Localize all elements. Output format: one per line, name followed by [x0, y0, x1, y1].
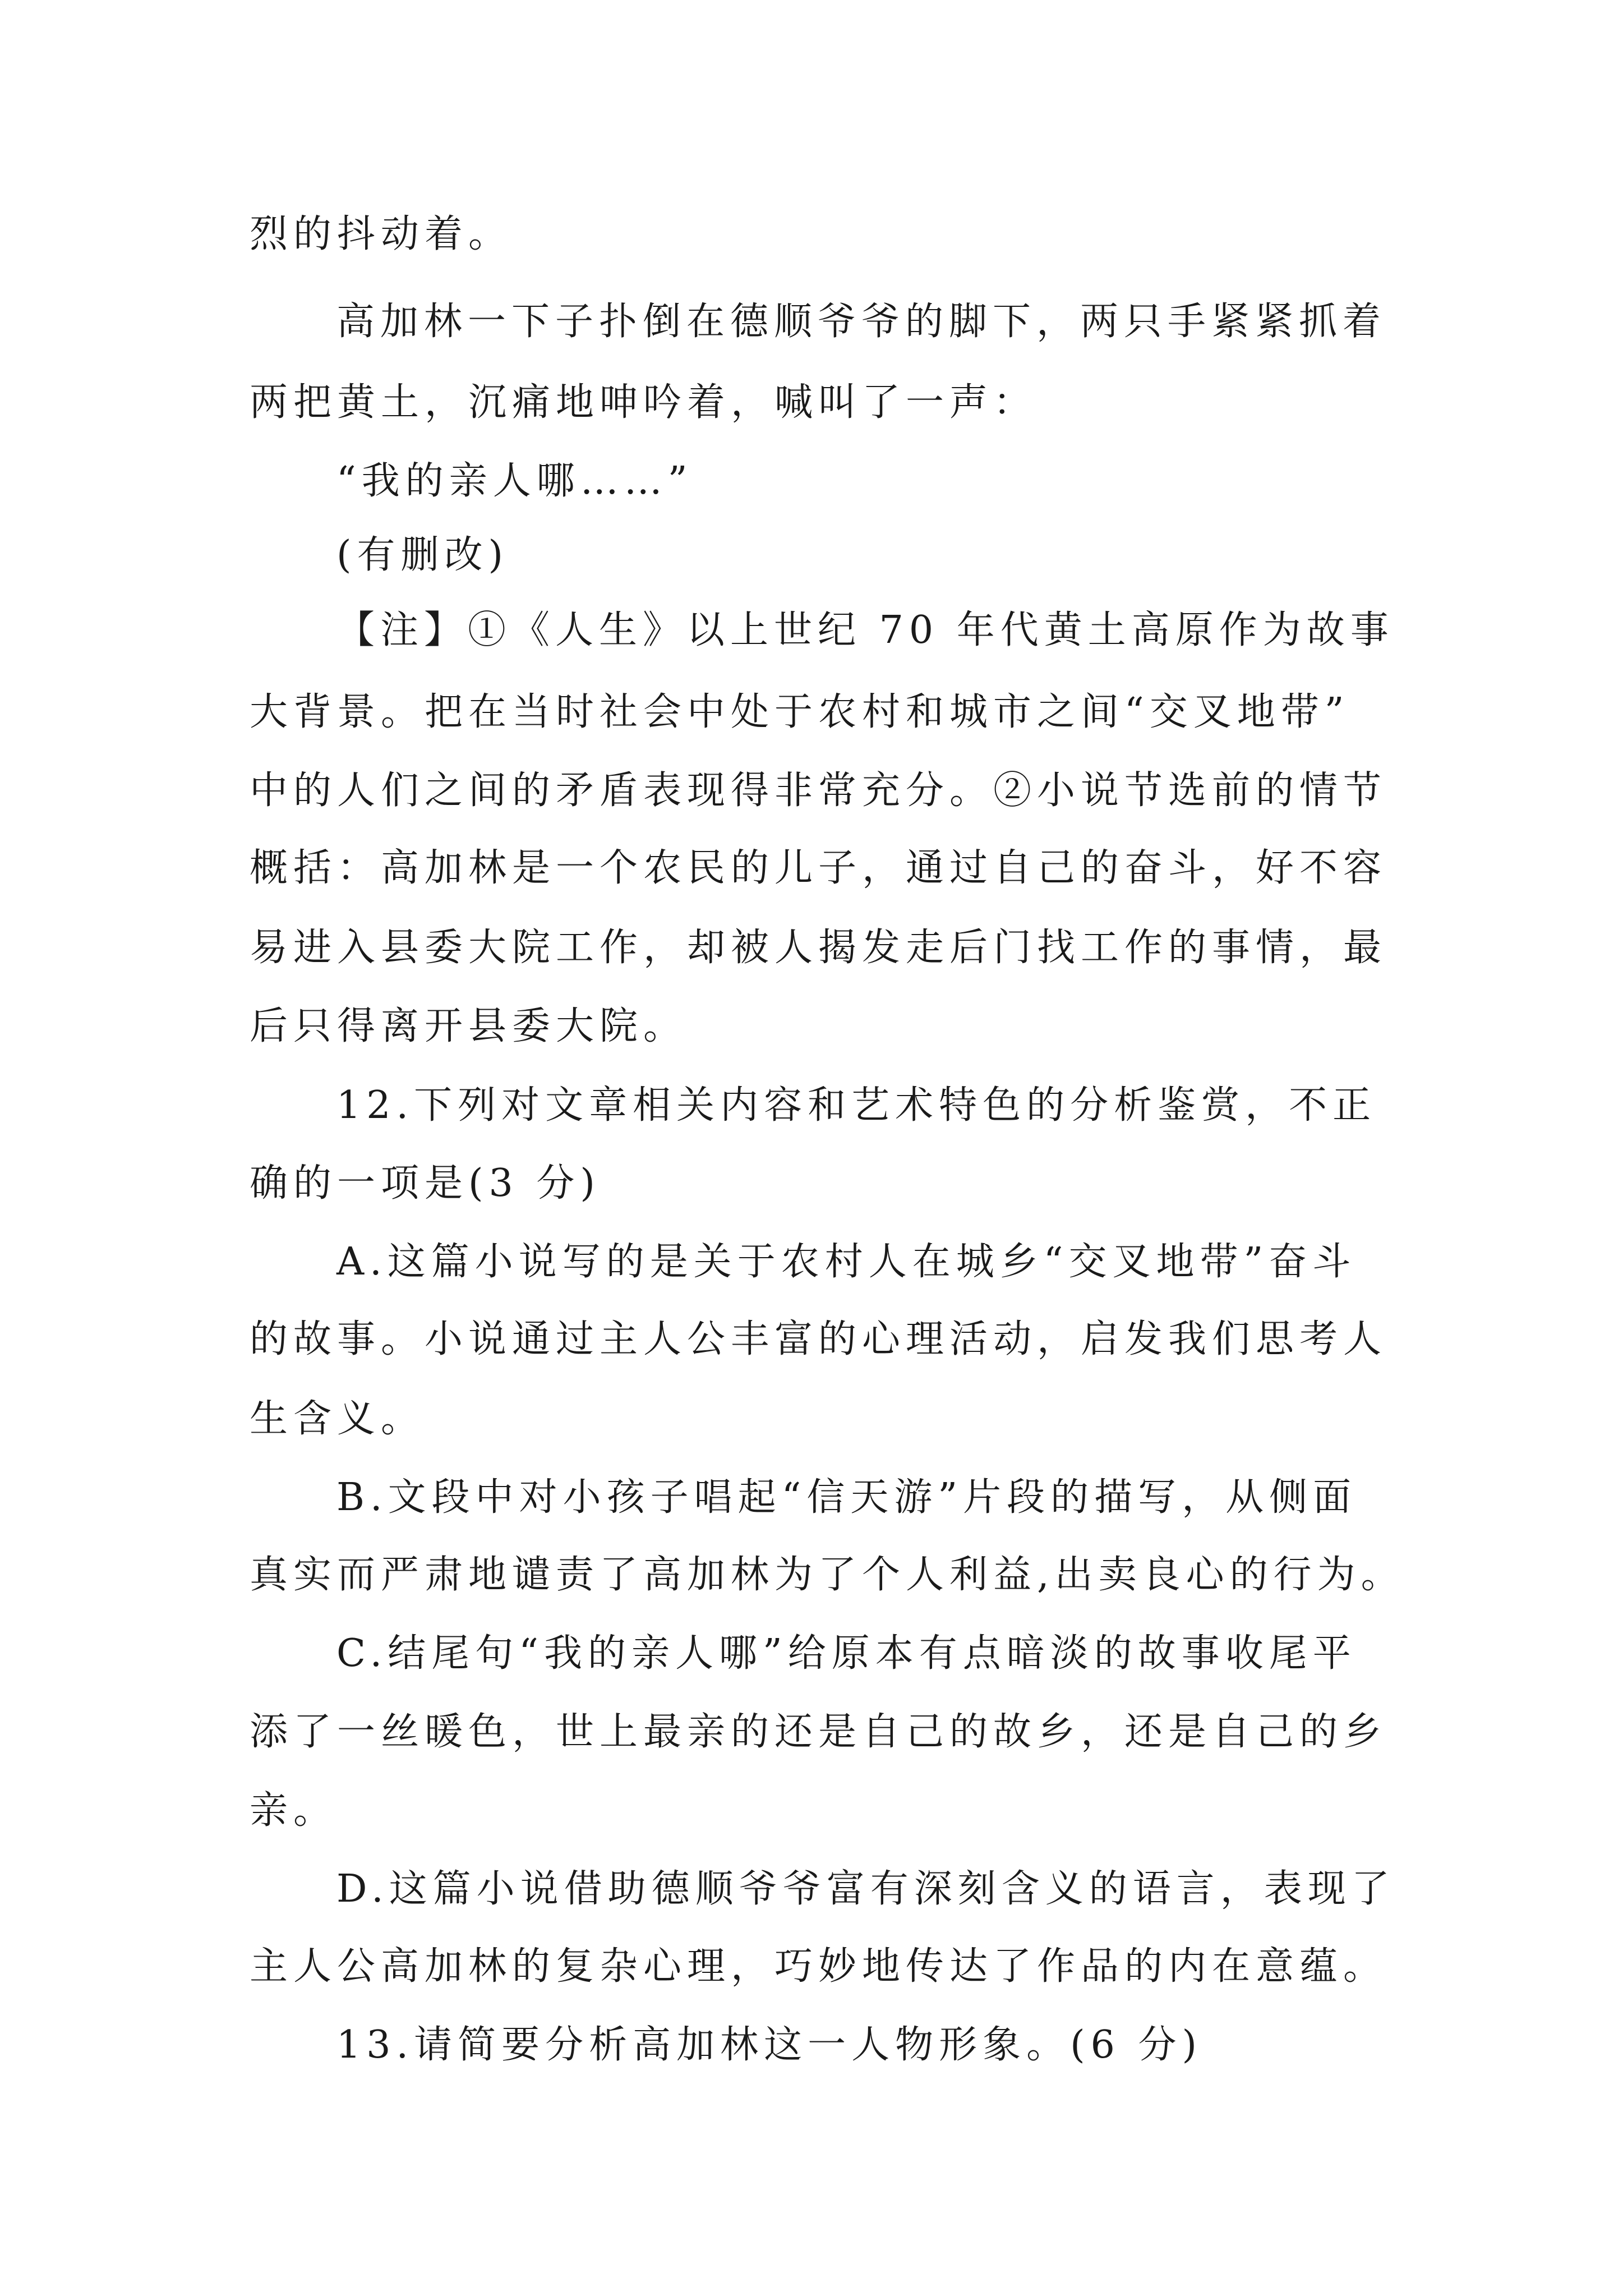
text-line: 两把黄土，沉痛地呻吟着，喊叫了一声：	[250, 380, 1038, 425]
note-line: 【注】①《人生》以上世纪 70 年代黄土高原作为故事	[336, 608, 1394, 652]
text-line: 高加林一下子扑倒在德顺爷爷的脚下，两只手紧紧抓着	[336, 300, 1387, 344]
option-d: D.这篇小说借助德顺爷爷富有深刻含义的语言，表现了	[336, 1867, 1395, 1911]
note-line: 后只得离开县委大院。	[250, 1004, 688, 1048]
question-12-stem: 12.下列对文章相关内容和艺术特色的分析鉴赏，不正	[336, 1083, 1377, 1128]
option-a: 生含义。	[250, 1397, 425, 1441]
note-line: 大背景。把在当时社会中处于农村和城市之间“交叉地带”	[250, 690, 1350, 734]
text-line: 烈的抖动着。	[250, 212, 513, 256]
note-line: 易进入县委大院工作，却被人揭发走后门找工作的事情，最	[250, 926, 1387, 970]
option-b: 真实而严肃地谴责了高加林为了个人利益,出卖良心的行为。	[250, 1553, 1405, 1597]
option-c: 亲。	[250, 1788, 338, 1833]
option-d: 主人公高加林的复杂心理，巧妙地传达了作品的内在意蕴。	[250, 1944, 1387, 1989]
option-c: 添了一丝暖色，世上最亲的还是自己的故乡，还是自己的乡	[250, 1710, 1387, 1754]
option-a: 的故事。小说通过主人公丰富的心理活动，启发我们思考人	[250, 1317, 1387, 1361]
text-line: “我的亲人哪……”	[336, 459, 693, 503]
note-line: 中的人们之间的矛盾表现得非常充分。②小说节选前的情节	[250, 769, 1387, 813]
question-12-stem: 确的一项是(3 分)	[250, 1161, 601, 1205]
text-line: (有删改)	[336, 533, 509, 577]
option-c: C.结尾句“我的亲人哪”给原本有点暗淡的故事收尾平	[336, 1631, 1357, 1676]
question-13: 13.请简要分析高加林这一人物形象。(6 分)	[336, 2023, 1203, 2067]
option-b: B.文段中对小孩子唱起“信天游”片段的描写，从侧面	[336, 1475, 1357, 1520]
option-a: A.这篇小说写的是关于农村人在城乡“交叉地带”奋斗	[336, 1240, 1357, 1284]
note-line: 概括：高加林是一个农民的儿子，通过自己的奋斗，好不容	[250, 846, 1387, 890]
